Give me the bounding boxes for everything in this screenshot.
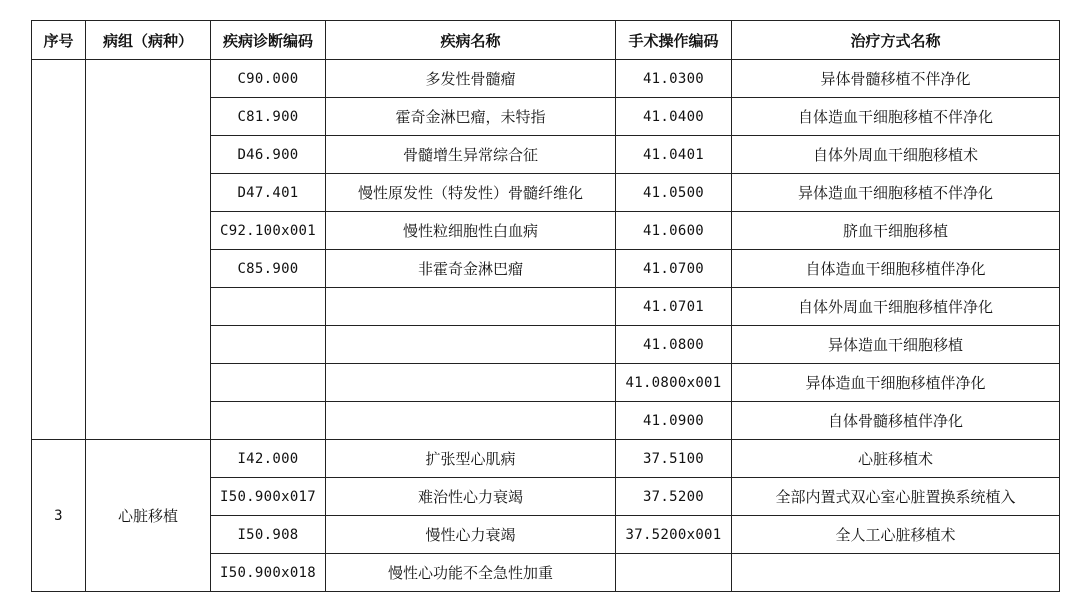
dx-code-cell [211,402,326,440]
header-dx-code: 疾病诊断编码 [211,21,326,60]
op-code-cell [616,554,732,592]
dx-name-cell: 多发性骨髓瘤 [326,60,616,98]
dx-code-cell: I42.000 [211,440,326,478]
seq-cell: 3 [32,440,86,592]
seq-cell-continued [32,60,86,440]
op-name-cell: 自体外周血干细胞移植伴净化 [732,288,1060,326]
dx-code-cell: C90.000 [211,60,326,98]
header-group: 病组（病种） [86,21,211,60]
dx-name-cell [326,402,616,440]
table-row [32,440,1060,478]
group-name-cell: 心脏移植 [86,440,211,592]
op-name-cell: 异体造血干细胞移植不伴净化 [732,174,1060,212]
header-seq: 序号 [32,21,86,60]
dx-name-cell: 慢性粒细胞性白血病 [326,212,616,250]
dx-code-cell: I50.900x017 [211,478,326,516]
transplant-table [31,20,1060,592]
op-name-cell: 异体造血干细胞移植伴净化 [732,364,1060,402]
op-name-cell: 脐血干细胞移植 [732,212,1060,250]
header-row [32,21,1060,60]
op-code-cell: 41.0401 [616,136,732,174]
dx-code-cell [211,364,326,402]
dx-code-cell: I50.900x018 [211,554,326,592]
op-code-cell: 41.0900 [616,402,732,440]
op-name-cell: 自体骨髓移植伴净化 [732,402,1060,440]
dx-name-cell: 慢性心功能不全急性加重 [326,554,616,592]
op-code-cell: 41.0800 [616,326,732,364]
table-row [32,60,1060,98]
op-code-cell: 37.5200 [616,478,732,516]
op-name-cell [732,554,1060,592]
dx-name-cell: 扩张型心肌病 [326,440,616,478]
dx-code-cell: C85.900 [211,250,326,288]
dx-name-cell [326,326,616,364]
op-name-cell: 自体造血干细胞移植伴净化 [732,250,1060,288]
op-name-cell: 全部内置式双心室心脏置换系统植入 [732,478,1060,516]
op-code-cell: 41.0400 [616,98,732,136]
dx-name-cell: 骨髓增生异常综合征 [326,136,616,174]
dx-code-cell [211,288,326,326]
op-name-cell: 自体造血干细胞移植不伴净化 [732,98,1060,136]
dx-name-cell: 难治性心力衰竭 [326,478,616,516]
dx-name-cell: 霍奇金淋巴瘤，未特指 [326,98,616,136]
op-code-cell: 37.5200x001 [616,516,732,554]
dx-code-cell: D47.401 [211,174,326,212]
op-code-cell: 41.0700 [616,250,732,288]
group-cell-continued [86,60,211,440]
dx-code-cell: C81.900 [211,98,326,136]
dx-code-cell [211,326,326,364]
op-name-cell: 全人工心脏移植术 [732,516,1060,554]
op-code-cell: 41.0701 [616,288,732,326]
dx-code-cell: C92.100x001 [211,212,326,250]
op-code-cell: 41.0300 [616,60,732,98]
op-code-cell: 41.0500 [616,174,732,212]
op-name-cell: 异体骨髓移植不伴净化 [732,60,1060,98]
op-name-cell: 异体造血干细胞移植 [732,326,1060,364]
dx-name-cell: 慢性原发性（特发性）骨髓纤维化 [326,174,616,212]
dx-code-cell: I50.908 [211,516,326,554]
op-name-cell: 自体外周血干细胞移植术 [732,136,1060,174]
header-op-code: 手术操作编码 [616,21,732,60]
op-code-cell: 41.0800x001 [616,364,732,402]
dx-code-cell: D46.900 [211,136,326,174]
op-code-cell: 37.5100 [616,440,732,478]
dx-name-cell [326,288,616,326]
op-code-cell: 41.0600 [616,212,732,250]
header-dx-name: 疾病名称 [326,21,616,60]
header-op-name: 治疗方式名称 [732,21,1060,60]
dx-name-cell: 非霍奇金淋巴瘤 [326,250,616,288]
op-name-cell: 心脏移植术 [732,440,1060,478]
dx-name-cell: 慢性心力衰竭 [326,516,616,554]
dx-name-cell [326,364,616,402]
